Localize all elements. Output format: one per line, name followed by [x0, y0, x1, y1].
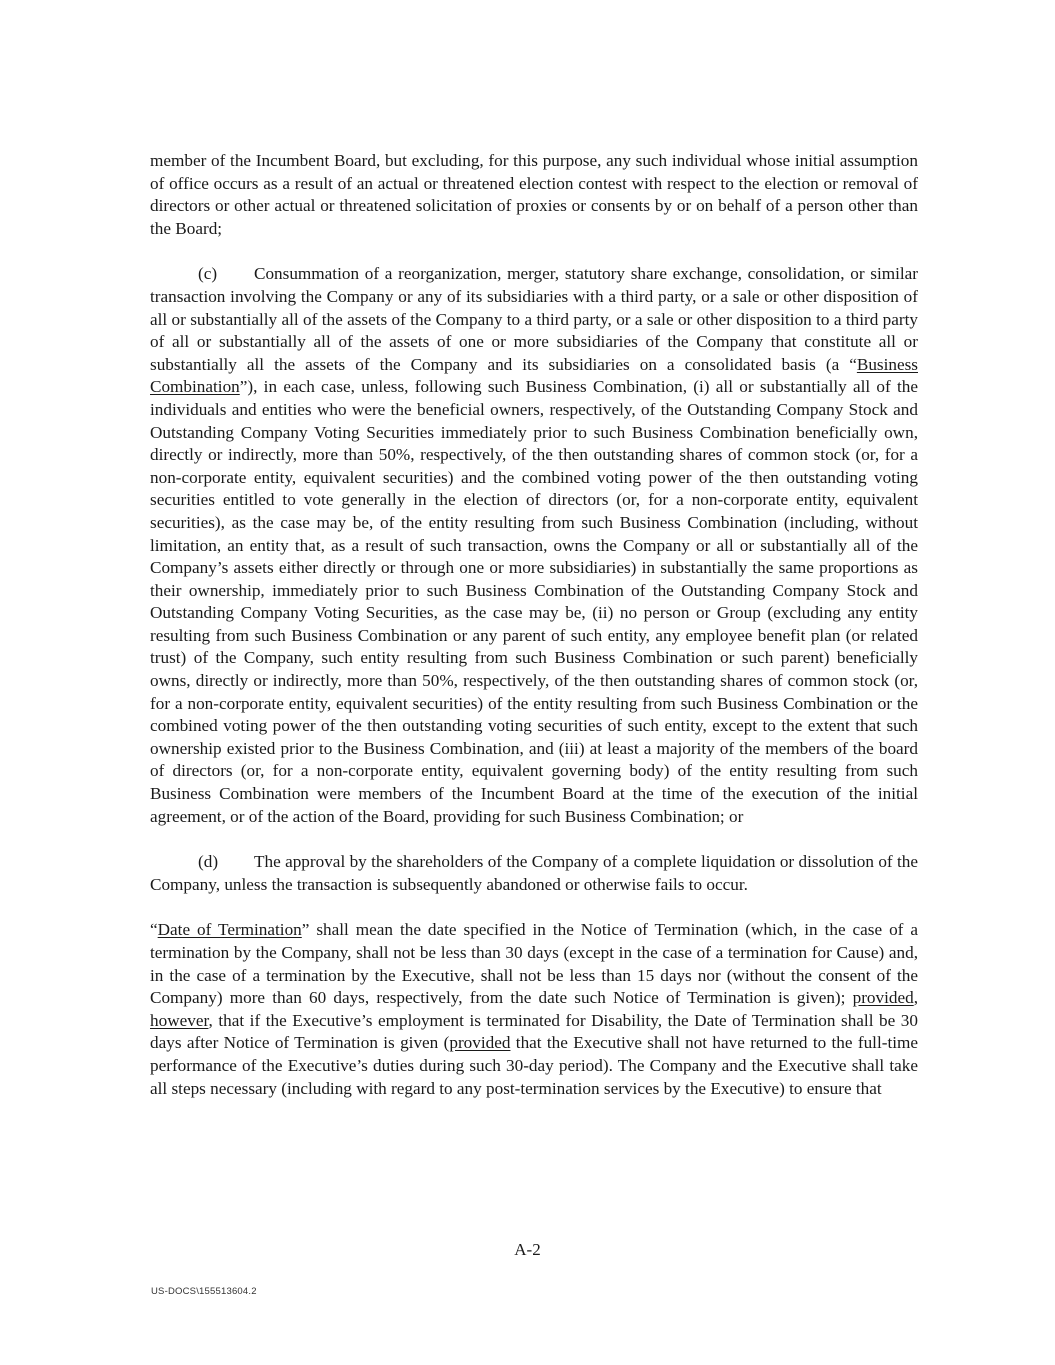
clause-c-text-before: Consummation of a reorganization, merger, statutory share exchange, consolidation, or similar transaction involving the Company or any of its subsidiaries with a third party, or a sale or other disposition of all or substantially all of the assets of the Company to a third party, or a sale or other disposition to a third party of all or substantially all of the assets of one or more subsidiaries of the Company that constitute all or substantially all the assets of the Company and its subsidiaries on a consolidated basis (a “ [150, 264, 918, 374]
clause-d-label: (d) [198, 852, 219, 872]
termination-text-1: ” shall mean the date specified in the Notice of Termination (which, in the case of a termination by the Company, shall not be less than 30 days (except in the case of a termination for Cause) and, in the case of a termination by the Executive, shall not be less than 15 days nor (without the consent of the Company) more than 60 days, respectively, from the date such Notice of Termination is given); [150, 920, 918, 1008]
document-id: US-DOCS\155513604.2 [151, 1286, 257, 1297]
clause-c-text-after: ”), in each case, unless, following such Business Combination, (i) all or substantially all of the individuals and entities who were the beneficial owners, respectively, of the Outstanding Company Stock and Outstanding Company Voting Securities immediately prior to such Business Combination beneficially own, directly or indirectly, more than 50%, respectively, of the then outstanding shares of common stock (or, for a non-corporate entity, equivalent securities) and the combined voting power of the then outstanding voting securities entitled to vote generally in the election of directors (or, for a non-corporate entity, equivalent securities), as the case may be, of the entity resulting from such Business Combination (including, without limitation, an entity that, as a result of such transaction, owns the Company or all or substantially all of the Company’s assets either directly or through one or more subsidiaries) in substantially the same proportions as their ownership, immediately prior to such Business Combination of the Outstanding Company Stock and Outstanding Company Voting Securities, as the case may be, (ii) no person or Group (excluding any entity resulting from such Business Combination or any parent of such entity, any employee benefit plan (or related trust) of the Company, such entity resulting from such Business Combination or such parent) beneficially owns, directly or indirectly, more than 50%, respectively, of the then outstanding shares of common stock (or, for a non-corporate entity, equivalent securities) of the entity resulting from such Business Combination or the combined voting power of the then outstanding voting securities of such entity, except to the extent that such ownership existed prior to the Business Combination, and (iii) at least a majority of the members of the board of directors (or, for a non-corporate entity, equivalent governing body) of the entity resulting from such Business Combination were members of the Incumbent Board at the time of the execution of the initial agreement, or of the action of the Board, providing for such Business Combination; or [150, 377, 918, 826]
provided-term-2: provided [449, 1033, 511, 1053]
clause-d [150, 851, 918, 896]
provided-term-1: provided [852, 988, 914, 1008]
clause-c-label: (c) [198, 264, 218, 284]
termination-text-2: , that if the Executive’s employment is terminated for Disability, the Date of Termination shall be 30 days after Notice of Termination is given ( [150, 1010, 918, 1053]
clause-d-text: The approval by the shareholders of the Company of a complete liquidation or dissolution of the Company, unless the transaction is subsequently abandoned or otherwise fails to occur. [150, 852, 918, 894]
termination-open-quote: “ [150, 920, 158, 940]
however-term: however [150, 1010, 209, 1030]
defined-term-business-combination: Business Combination [150, 354, 918, 397]
page-number: A-2 [514, 1240, 541, 1259]
paragraph-date-of-termination [150, 919, 918, 1100]
defined-term-date-of-termination: Date of Termination [157, 920, 302, 940]
document-body [150, 150, 918, 1123]
termination-comma: , [913, 988, 918, 1008]
termination-text-3: that the Executive shall not have returned to the full-time performance of the Executive’s duties during such 30-day period). The Company and the Executive shall take all steps necessary (including with regard to any post-termination services by the Executive) to ensure that [150, 1033, 919, 1098]
clause-c [150, 263, 918, 828]
paragraph-incumbent-board: member of the Incumbent Board, but excluding, for this purpose, any such individual whose initial assumption of office occurs as a result of an actual or threatened election contest with respect to the election or removal of directors or other actual or threatened solicitation of proxies or consents by or on behalf of a person other than the Board; [150, 151, 918, 238]
